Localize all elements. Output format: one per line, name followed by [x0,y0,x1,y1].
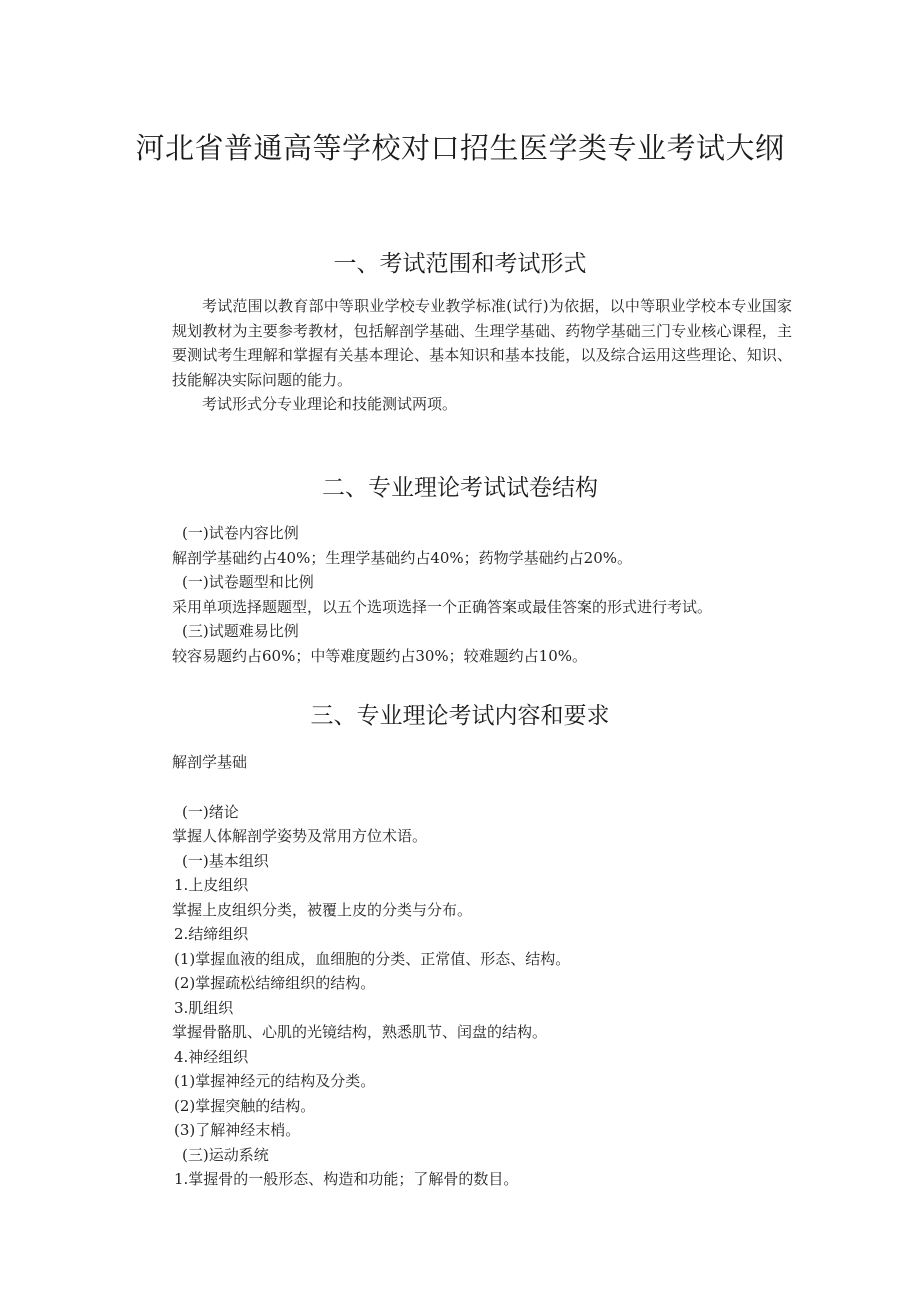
section-1-body [172,294,792,417]
section-2-heading: 二、专业理论考试试卷结构 [322,475,598,501]
outline-line: 3.肌组织 [174,998,234,1017]
section-3-body [172,750,792,1192]
subsection-title: (一)试卷内容比例 [182,524,299,542]
section-1-heading: 一、考试范围和考试形式 [333,251,587,277]
subsection-title: (三)试题难易比例 [182,622,299,640]
outline-line: 掌握上皮组织分类，被覆上皮的分类与分布。 [172,900,473,919]
section-2-body [172,521,792,668]
subsection-text: 解剖学基础约占40%；生理学基础约占40%；药物学基础约占20%。 [172,548,633,567]
section-1-paragraph: 考试范围以教育部中等职业学校专业教学标准(试行)为依据，以中等职业学校本专业国家规划教材为主要参考教材，包括解剖学基础、生理学基础、药物学基础三门专业核心课程，主要测试考生理解和掌握有关基本理论、基本知识和基本技能，以及综合运用这些理论、知识、技能解决实际问题的能力。 [172,297,792,389]
outline-line: 1.掌握骨的一般形态、构造和功能；了解骨的数目。 [174,1170,519,1188]
outline-line: 掌握人体解剖学姿势及常用方位术语。 [172,827,428,845]
outline-line: (2)掌握疏松结缔组织的结构。 [174,974,376,992]
subsection-title: (一)试卷题型和比例 [182,573,314,591]
section-1-paragraph: 考试形式分专业理论和技能测试两项。 [202,395,458,413]
outline-line: 4.神经组织 [174,1047,249,1066]
outline-line: (一)基本组织 [182,851,269,870]
document-title: 河北省普通高等学校对口招生医学类专业考试大纲 [135,131,785,165]
section-3-heading: 三、专业理论考试内容和要求 [310,703,610,729]
outline-line: (三)运动系统 [182,1145,269,1164]
subsection-text: 较容易题约占60%；中等难度题约占30%；较难题约占10%。 [172,646,588,665]
outline-line: (1)掌握血液的组成，血细胞的分类、正常值、形态、结构。 [174,949,571,968]
subsection-text: 采用单项选择题题型，以五个选项选择一个正确答案或最佳答案的形式进行考试。 [172,597,713,616]
outline-line: 掌握骨骼肌、心肌的光镜结构，熟悉肌节、闰盘的结构。 [172,1023,548,1041]
subject-title: 解剖学基础 [172,753,248,771]
outline-line: (2)掌握突触的结构。 [174,1096,316,1115]
outline-line: 2.结缔组织 [174,925,249,943]
outline-line: 1.上皮组织 [174,876,249,894]
outline-line: (3)了解神经末梢。 [174,1121,301,1139]
outline-line: (1)掌握神经元的结构及分类。 [174,1072,376,1090]
outline-line: (一)绪论 [182,802,239,821]
